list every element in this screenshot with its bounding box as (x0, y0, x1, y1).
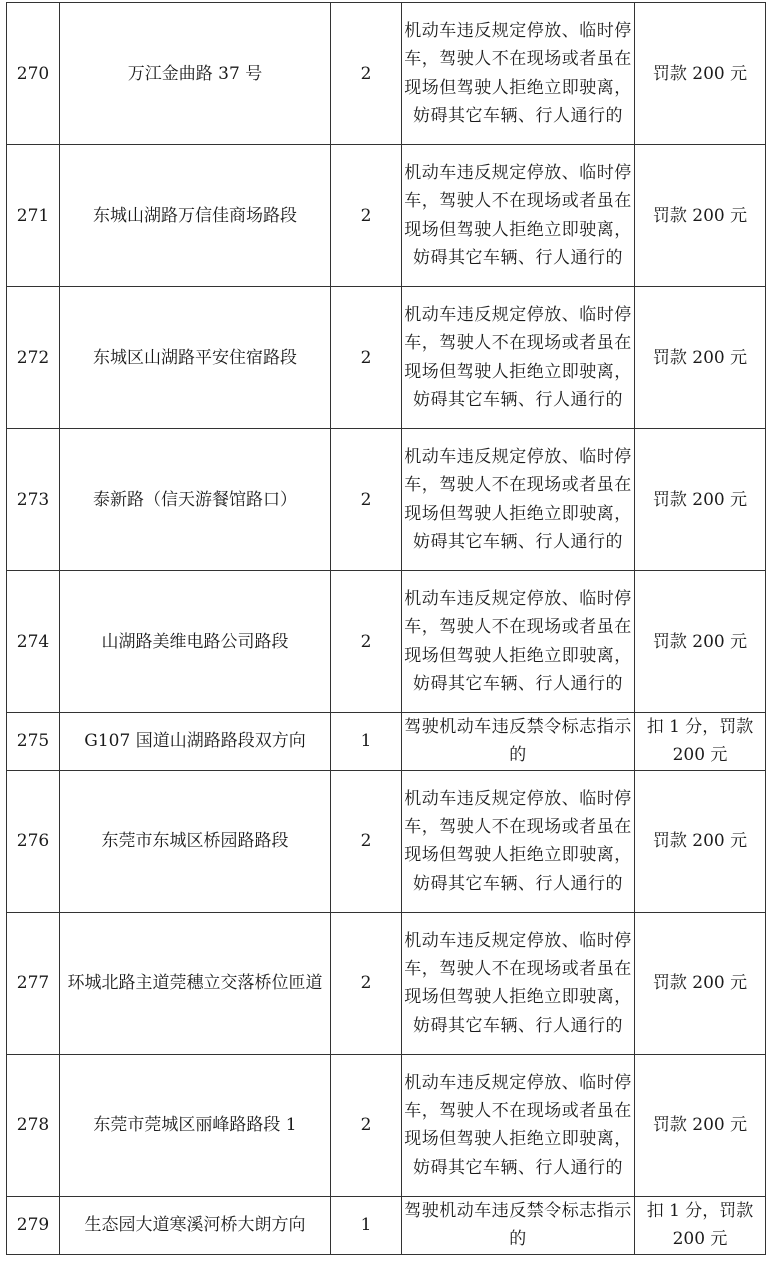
points-cell: 2 (331, 770, 402, 912)
points-cell: 1 (331, 713, 402, 771)
penalty-cell: 扣 1 分，罚款 200 元 (635, 713, 766, 771)
row-number: 271 (7, 145, 60, 287)
penalty-cell: 罚款 200 元 (635, 1054, 766, 1196)
row-number: 278 (7, 1054, 60, 1196)
penalty-cell: 罚款 200 元 (635, 145, 766, 287)
penalty-cell: 罚款 200 元 (635, 912, 766, 1054)
row-number: 270 (7, 3, 60, 145)
location-cell: 生态园大道寒溪河桥大朗方向 (60, 1196, 331, 1254)
violation-table (6, 2, 766, 1255)
location-cell: 东莞市莞城区丽峰路路段 1 (60, 1054, 331, 1196)
row-number: 276 (7, 770, 60, 912)
row-number: 279 (7, 1196, 60, 1254)
table-row (7, 1054, 766, 1196)
table-row (7, 713, 766, 771)
location-cell: 山湖路美维电路公司路段 (60, 571, 331, 713)
location-cell: G107 国道山湖路路段双方向 (60, 713, 331, 771)
points-cell: 2 (331, 912, 402, 1054)
table-row (7, 571, 766, 713)
table-row (7, 912, 766, 1054)
table-row (7, 3, 766, 145)
location-cell: 环城北路主道莞穗立交落桥位匝道 (60, 912, 331, 1054)
row-number: 274 (7, 571, 60, 713)
points-cell: 2 (331, 1054, 402, 1196)
violation-cell: 机动车违反规定停放、临时停车，驾驶人不在现场或者虽在现场但驾驶人拒绝立即驶离，妨碍其它车辆、行人通行的 (402, 770, 635, 912)
penalty-cell: 罚款 200 元 (635, 3, 766, 145)
violation-cell: 驾驶机动车违反禁令标志指示的 (402, 1196, 635, 1254)
location-cell: 东城山湖路万信佳商场路段 (60, 145, 331, 287)
points-cell: 2 (331, 571, 402, 713)
table-row (7, 145, 766, 287)
violation-cell: 机动车违反规定停放、临时停车，驾驶人不在现场或者虽在现场但驾驶人拒绝立即驶离，妨碍其它车辆、行人通行的 (402, 912, 635, 1054)
violation-cell: 机动车违反规定停放、临时停车，驾驶人不在现场或者虽在现场但驾驶人拒绝立即驶离，妨碍其它车辆、行人通行的 (402, 145, 635, 287)
table-row (7, 770, 766, 912)
penalty-cell: 扣 1 分，罚款 200 元 (635, 1196, 766, 1254)
row-number: 277 (7, 912, 60, 1054)
penalty-cell: 罚款 200 元 (635, 571, 766, 713)
location-cell: 东城区山湖路平安住宿路段 (60, 287, 331, 429)
penalty-cell: 罚款 200 元 (635, 429, 766, 571)
points-cell: 2 (331, 287, 402, 429)
table-row (7, 429, 766, 571)
points-cell: 2 (331, 3, 402, 145)
violation-cell: 机动车违反规定停放、临时停车，驾驶人不在现场或者虽在现场但驾驶人拒绝立即驶离，妨碍其它车辆、行人通行的 (402, 571, 635, 713)
location-cell: 东莞市东城区桥园路路段 (60, 770, 331, 912)
violation-cell: 机动车违反规定停放、临时停车，驾驶人不在现场或者虽在现场但驾驶人拒绝立即驶离，妨碍其它车辆、行人通行的 (402, 429, 635, 571)
location-cell: 万江金曲路 37 号 (60, 3, 331, 145)
violation-cell: 机动车违反规定停放、临时停车，驾驶人不在现场或者虽在现场但驾驶人拒绝立即驶离，妨碍其它车辆、行人通行的 (402, 1054, 635, 1196)
penalty-cell: 罚款 200 元 (635, 287, 766, 429)
points-cell: 2 (331, 145, 402, 287)
points-cell: 2 (331, 429, 402, 571)
violation-cell: 机动车违反规定停放、临时停车，驾驶人不在现场或者虽在现场但驾驶人拒绝立即驶离，妨碍其它车辆、行人通行的 (402, 287, 635, 429)
violation-cell: 驾驶机动车违反禁令标志指示的 (402, 713, 635, 771)
violation-cell: 机动车违反规定停放、临时停车，驾驶人不在现场或者虽在现场但驾驶人拒绝立即驶离，妨碍其它车辆、行人通行的 (402, 3, 635, 145)
row-number: 275 (7, 713, 60, 771)
penalty-cell: 罚款 200 元 (635, 770, 766, 912)
row-number: 273 (7, 429, 60, 571)
table-row (7, 287, 766, 429)
row-number: 272 (7, 287, 60, 429)
location-cell: 泰新路（信天游餐馆路口） (60, 429, 331, 571)
table-row (7, 1196, 766, 1254)
points-cell: 1 (331, 1196, 402, 1254)
